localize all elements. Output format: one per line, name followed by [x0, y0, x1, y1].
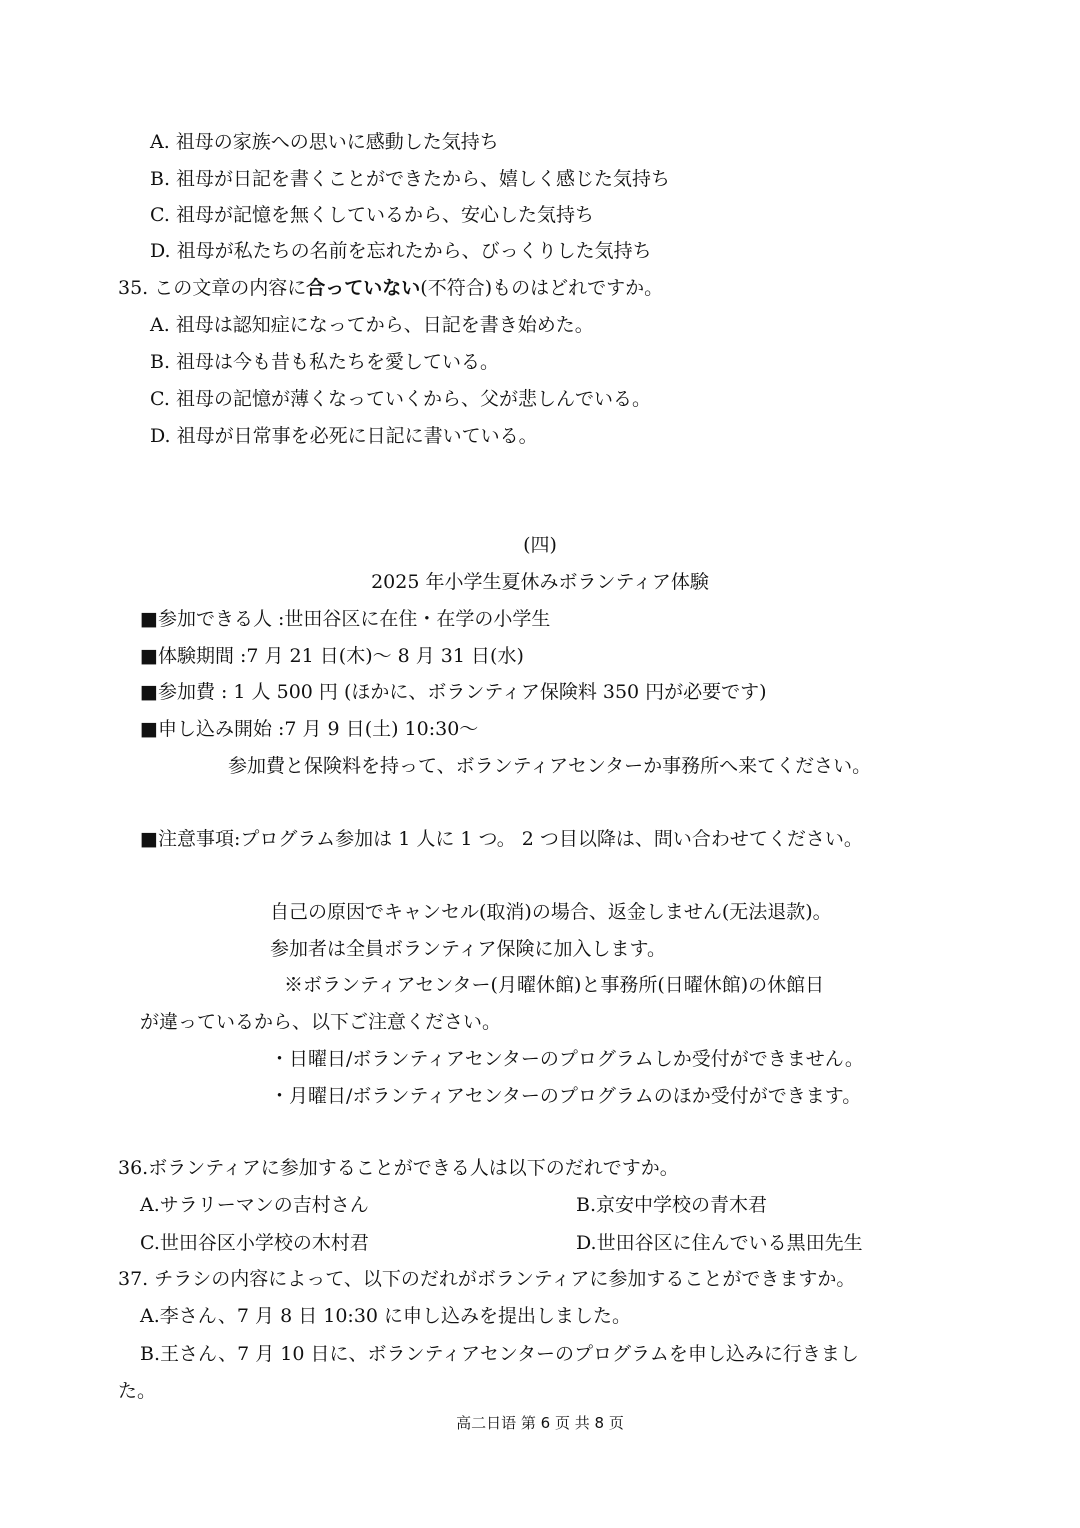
q34-option-d: D. 祖母が私たちの名前を忘れたから、びっくりした気持ち: [150, 240, 652, 262]
q35-suffix: (不符合)ものはどれですか。: [420, 277, 664, 299]
notice-insurance: 参加者は全員ボランティア保険に加入します。: [270, 938, 666, 960]
notice-sunday: ・日曜日/ボランティアセンターのプログラムしか受付ができません。: [270, 1048, 864, 1070]
notice-monday: ・月曜日/ボランティアセンターのプログラムのほか受付ができます。: [270, 1085, 862, 1107]
q37-question: 37. チラシの内容によって、以下のだれがボランティアに参加することができますか。: [118, 1268, 856, 1290]
notice-closed-line2: が違っているから、以下ご注意ください。: [140, 1011, 502, 1033]
q36-option-d: D.世田谷区に住んでいる黒田先生: [576, 1232, 863, 1254]
q35-prefix: 35. この文章の内容に: [118, 277, 307, 299]
q34-option-b: B. 祖母が日記を書くことができたから、嬉しく感じた気持ち: [150, 168, 671, 190]
q35-option-a: A. 祖母は認知症になってから、日記を書き始めた。: [150, 314, 594, 336]
q37-option-a: A.李さん、7 月 8 日 10:30 に申し込みを提出しました。: [140, 1305, 632, 1327]
q35-option-d: D. 祖母が日常事を必死に日記に書いている。: [150, 425, 538, 447]
page-footer: 高二日语 第 6 页 共 8 页: [456, 1414, 624, 1432]
notice-participants: ■参加できる人 :世田谷区に在住・在学の小学生: [140, 608, 551, 630]
q36-option-a: A.サラリーマンの吉村さん: [140, 1194, 369, 1216]
notice-closed-line1: ※ボランティアセンター(月曜休館)と事務所(日曜休館)の休館日: [284, 974, 825, 996]
q35-question: [118, 279, 663, 298]
q37-option-b-line1: B.王さん、7 月 10 日に、ボランティアセンターのプログラムを申し込みに行きまし: [140, 1343, 859, 1365]
notice-fee: ■参加費 : 1 人 500 円 (ほかに、ボランティア保険料 350 円が必要です): [140, 681, 767, 703]
q35-emphasis: 合っていない: [306, 277, 421, 299]
q34-option-c: C. 祖母が記憶を無くしているから、安心した気持ち: [150, 204, 594, 226]
q36-option-c: C.世田谷区小学校の木村君: [140, 1232, 369, 1254]
section-number: (四): [523, 534, 557, 556]
q35-option-c: C. 祖母の記憶が薄くなっていくから、父が悲しんでいる。: [150, 388, 651, 410]
q34-option-a: A. 祖母の家族への思いに感動した気持ち: [150, 131, 499, 153]
q37-option-b-line2: た。: [118, 1380, 157, 1402]
notice-start-note: 参加費と保険料を持って、ボランティアセンターか事務所へ来てください。: [228, 755, 872, 777]
notice-period: ■体験期間 :7 月 21 日(木)～ 8 月 31 日(水): [140, 645, 524, 667]
section-title: 2025 年小学生夏休みボランティア体験: [371, 571, 709, 593]
q35-option-b: B. 祖母は今も昔も私たちを愛している。: [150, 351, 500, 373]
notice-cancel: 自己の原因でキャンセル(取消)の場合、返金しません(无法退款)。: [270, 901, 832, 923]
notice-caution: ■注意事項:プログラム参加は 1 人に 1 つ。 2 つ目以降は、問い合わせてください。: [140, 828, 863, 850]
notice-start: ■申し込み開始 :7 月 9 日(土) 10:30～: [140, 718, 479, 740]
q36-option-b: B.京安中学校の青木君: [576, 1194, 768, 1216]
q36-question: 36.ボランティアに参加することができる人は以下のだれですか。: [118, 1157, 679, 1179]
